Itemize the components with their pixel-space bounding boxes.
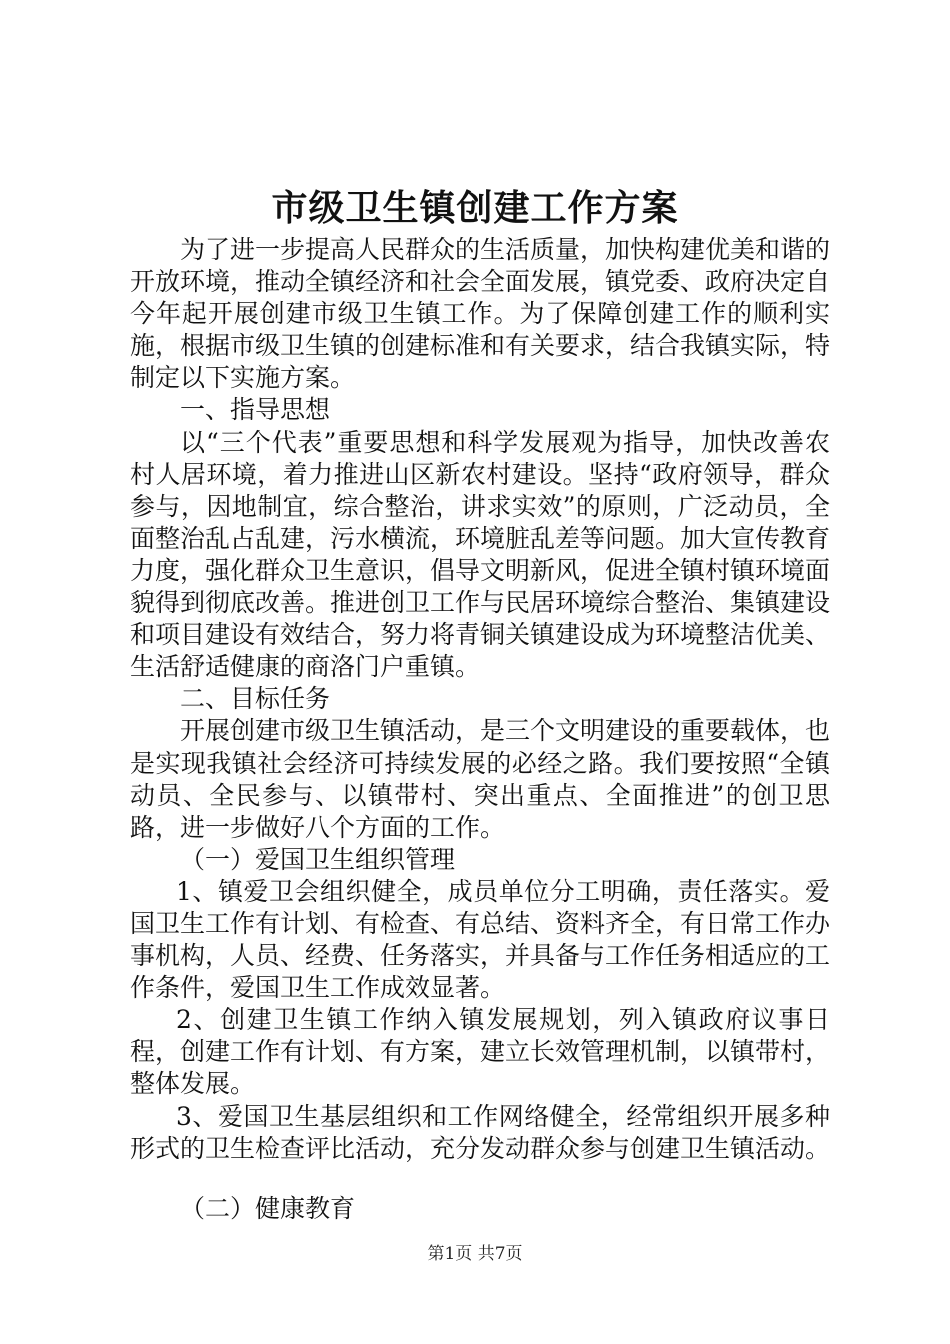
subsection-heading-health-education: （二）健康教育 (180, 1193, 356, 1223)
list-item-3: 3、爱国卫生基层组织和工作网络健全，经常组织开展多种形式的卫生检查评比活动，充分发动群众参与创建卫生镇活动。 (130, 1101, 831, 1163)
intro-paragraph: 为了进一步提高人民群众的生活质量，加快构建优美和谐的开放环境，推动全镇经济和社会全面发展，镇党委、政府决定自今年起开展创建市级卫生镇工作。为了保障创建工作的顺利实施，根据市级卫生镇的创建标准和有关要求，结合我镇实际，特制定以下实施方案。 (130, 235, 831, 393)
list-item-2: 2、创建卫生镇工作纳入镇发展规划，列入镇政府议事日程，创建工作有计划、有方案，建立长效管理机制，以镇带村，整体发展。 (130, 1005, 831, 1099)
guiding-ideology-paragraph: 以“三个代表”重要思想和科学发展观为指导，加快改善农村人居环境，着力推进山区新农村建设。坚持“政府领导，群众参与，因地制宜，综合整治，讲求实效”的原则，广泛动员，全面整治乱占乱建，污水横流，环境脏乱差等问题。加大宣传教育力度，强化群众卫生意识，倡导文明新风，促进全镇村镇环境面貌得到彻底改善。推进创卫工作与民居环境综合整治、集镇建设和项目建设有效结合，努力将青铜关镇建设成为环境整洁优美、生活舒适健康的商洛门户重镇。 (130, 427, 831, 682)
paragraph-gap (130, 1165, 830, 1193)
section-heading-guiding-ideology: 一、指导思想 (180, 395, 331, 425)
document-body (130, 234, 830, 1225)
goals-tasks-paragraph: 开展创建市级卫生镇活动，是三个文明建设的重要载体，也是实现我镇社会经济可持续发展的必经之路。我们要按照“全镇动员、全民参与、以镇带村、突出重点、全面推进”的创卫思路，进一步做好八个方面的工作。 (130, 716, 831, 842)
subsection-heading-patriotic-health-org: （一）爱国卫生组织管理 (180, 844, 456, 874)
section-heading-goals-tasks: 二、目标任务 (180, 684, 331, 714)
document-title: 市级卫生镇创建工作方案 (271, 187, 679, 229)
page-footer: 第1页 共7页 (427, 1244, 523, 1264)
list-item-1: 1、镇爱卫会组织健全，成员单位分工明确，责任落实。爱国卫生工作有计划、有检查、有总结、资料齐全，有日常工作办事机构，人员、经费、任务落实，并具备与工作任务相适应的工作条件，爱国卫生工作成效显著。 (130, 876, 831, 1003)
